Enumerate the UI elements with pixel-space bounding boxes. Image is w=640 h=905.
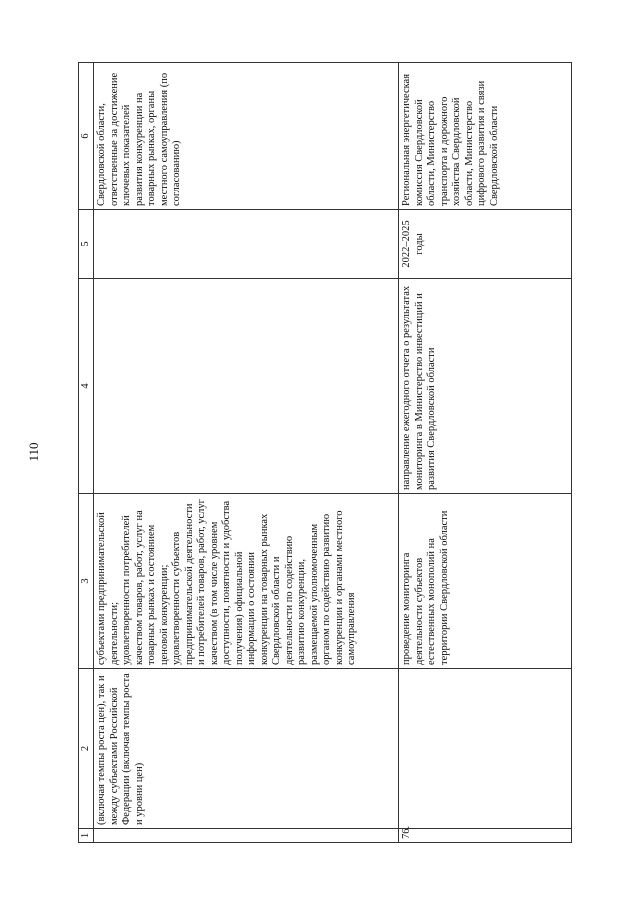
table-row xyxy=(94,63,399,843)
measures-table xyxy=(78,62,572,843)
result-cell xyxy=(94,279,399,494)
rotated-table-wrapper xyxy=(78,63,598,843)
row-number-cell xyxy=(94,829,399,843)
period-cell: 2022–2025 годы xyxy=(399,210,572,279)
header-cell-3: 3 xyxy=(79,494,94,669)
period-cell xyxy=(94,210,399,279)
row-number-cell: 76. xyxy=(399,829,572,843)
header-cell-5: 5 xyxy=(79,210,94,279)
responsible-cell: Региональная энергетическая комиссия Свердловской области, Министерство транспорта и дорожного хозяйства Свердловской области, Министерство цифрового развития и связи Свердловской области xyxy=(399,63,572,210)
header-cell-4: 4 xyxy=(79,279,94,494)
result-cell: направление ежегодного отчета о результатах мониторинга в Министерство инвестиций и развития Свердловской области xyxy=(399,279,572,494)
indicator-cell xyxy=(399,669,572,829)
responsible-cell: Свердловской области, ответственные за достижение ключевых показателей развития конкуренции на товарных рынках, органы местного самоуправления (по согласованию) xyxy=(94,63,399,210)
header-cell-2: 2 xyxy=(79,669,94,829)
header-cell-1: 1 xyxy=(79,829,94,843)
table-row xyxy=(399,63,572,843)
header-row xyxy=(79,63,94,843)
measure-cell: субъектами предпринимательской деятельности; удовлетворенности потребителей качеством товаров, работ, услуг на товарных рынках и состоянием ценовой конкуренции; удовлетворенности субъектов предпринимательской деятельности и потребителей товаров, работ, услуг качеством (в том числе уровнем доступности, понятности и удобства получения) официальной информации о состоянии конкуренции на товарных рынках Свердловской области и деятельности по содействию развитию конкуренции, размещаемой уполномоченным органом по содействию развитию конкуренции и органами местного самоуправления xyxy=(94,494,399,669)
header-cell-6: 6 xyxy=(79,63,94,210)
page-number: 110 xyxy=(26,442,41,462)
indicator-cell: (включая темпы роста цен), так и между субъектами Российской Федерации (включая темпы роста и уровни цен) xyxy=(94,669,399,829)
measure-cell: проведение мониторинга деятельности субъектов естественных монополий на территории Свердловской области xyxy=(399,494,572,669)
